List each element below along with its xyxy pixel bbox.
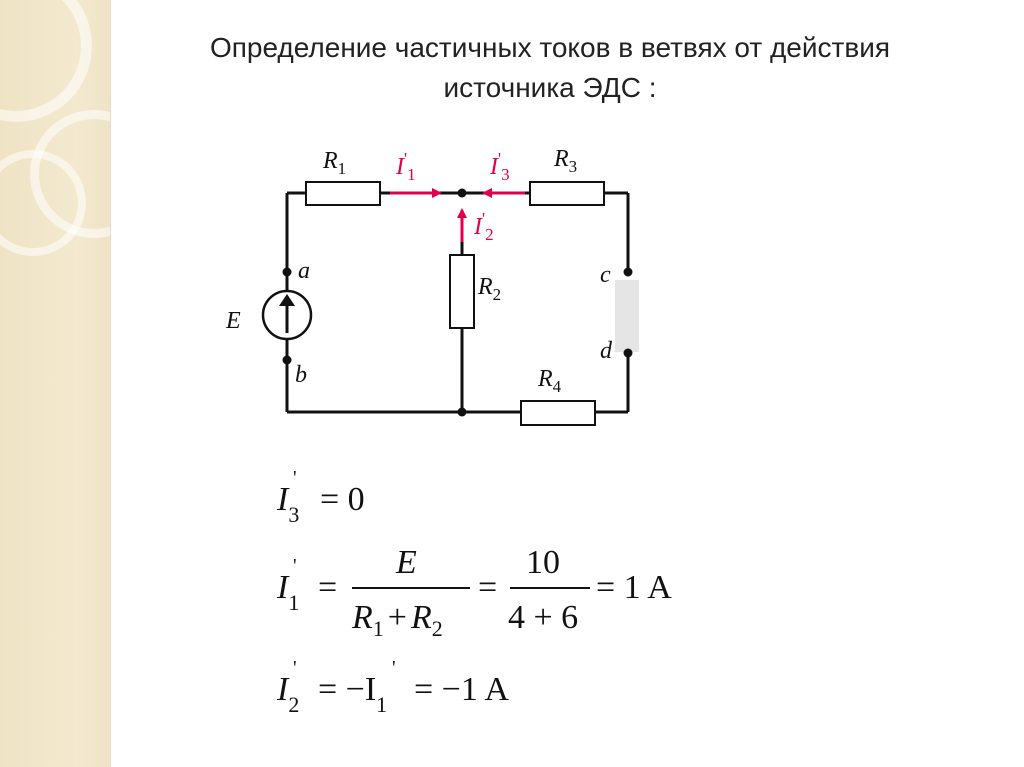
open-gap-cd [615, 280, 639, 352]
svg-text:I2: I2 [277, 671, 300, 717]
equation-3 [276, 657, 509, 717]
label-emf: E [226, 308, 241, 334]
label-r3: R3 [554, 146, 578, 176]
label-node-b: b [295, 362, 307, 388]
svg-text:=: = [478, 569, 498, 606]
label-i3: I'3 [490, 149, 510, 184]
svg-text:10: 10 [526, 544, 560, 581]
label-node-d: d [600, 338, 612, 364]
equation-2 [276, 544, 672, 641]
junction-bottom-dot [458, 408, 467, 417]
slide-title-line1: Определение частичных токов в ветвях от действия [209, 32, 891, 63]
node-c-dot [624, 268, 633, 277]
svg-text:': ' [392, 657, 396, 679]
svg-text:I1: I1 [277, 569, 300, 615]
equation-1 [276, 467, 365, 527]
resistor-r2 [450, 255, 474, 328]
junction-top-dot [458, 189, 467, 198]
label-i1: I'1 [396, 149, 416, 184]
svg-text:= −I1: = −I1 [318, 671, 388, 717]
label-r2: R2 [478, 274, 502, 304]
svg-text:E: E [396, 544, 417, 581]
svg-text:=: = [318, 569, 338, 606]
svg-text:': ' [293, 657, 297, 679]
resistor-r1 [306, 182, 380, 205]
svg-text:': ' [293, 467, 297, 489]
resistor-r3 [530, 182, 604, 205]
node-a-dot [283, 268, 292, 277]
svg-text:': ' [293, 555, 297, 577]
node-b-dot [283, 356, 292, 365]
resistor-r4 [521, 401, 595, 425]
svg-text:4 + 6: 4 + 6 [508, 599, 579, 636]
label-node-a: a [298, 258, 310, 284]
svg-text:R1+R2: R1 + R2 [352, 599, 443, 641]
label-i2: I'2 [474, 209, 494, 244]
svg-text:= 0: = 0 [320, 481, 365, 518]
svg-text:= 1 A: = 1 A [596, 569, 672, 606]
svg-text:I3: I3 [277, 481, 300, 527]
label-node-c: c [600, 262, 611, 288]
label-r1: R1 [323, 148, 347, 178]
emf-source-icon [263, 291, 311, 339]
slide-title-line2: источника ЭДС : [443, 72, 657, 103]
label-r4: R4 [538, 366, 562, 396]
svg-text:= −1 A: = −1 A [414, 671, 510, 708]
node-d-dot [624, 349, 633, 358]
